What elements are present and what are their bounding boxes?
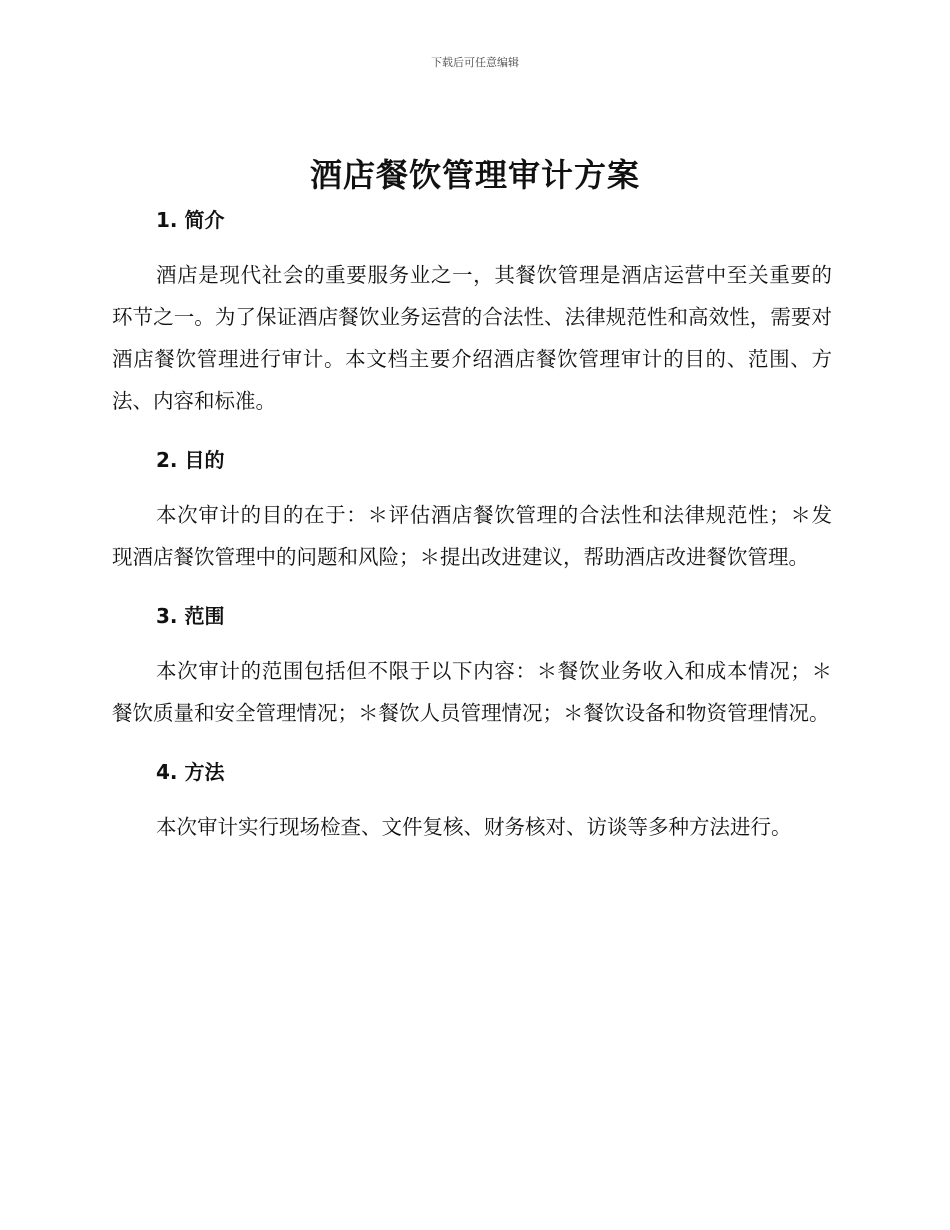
section-introduction — [112, 202, 832, 422]
page-header-note: 下载后可任意编辑 — [431, 56, 519, 69]
section-purpose — [112, 442, 832, 578]
section-body: 本次审计的目的在于：＊评估酒店餐饮管理的合法性和法律规范性；＊发现酒店餐饮管理中的问题和风险；＊提出改进建议，帮助酒店改进餐饮管理。 — [112, 503, 832, 569]
section-scope — [112, 598, 832, 734]
section-body: 本次审计的范围包括但不限于以下内容：＊餐饮业务收入和成本情况；＊餐饮质量和安全管理情况；＊餐饮人员管理情况；＊餐饮设备和物资管理情况。 — [112, 659, 832, 725]
document-content — [112, 202, 832, 868]
section-body: 本次审计实行现场检查、文件复核、财务核对、访谈等多种方法进行。 — [156, 815, 792, 839]
section-heading: 4. 方法 — [156, 760, 225, 784]
section-method — [112, 754, 832, 848]
section-heading: 2. 目的 — [156, 448, 225, 472]
section-heading: 1. 简介 — [156, 208, 225, 232]
section-body: 酒店是现代社会的重要服务业之一，其餐饮管理是酒店运营中至关重要的环节之一。为了保证酒店餐饮业务运营的合法性、法律规范性和高效性，需要对酒店餐饮管理进行审计。本文档主要介绍酒店餐饮管理审计的目的、范围、方法、内容和标准。 — [112, 263, 832, 413]
section-heading: 3. 范围 — [156, 604, 225, 628]
document-title: 酒店餐饮管理审计方案 — [309, 156, 640, 194]
